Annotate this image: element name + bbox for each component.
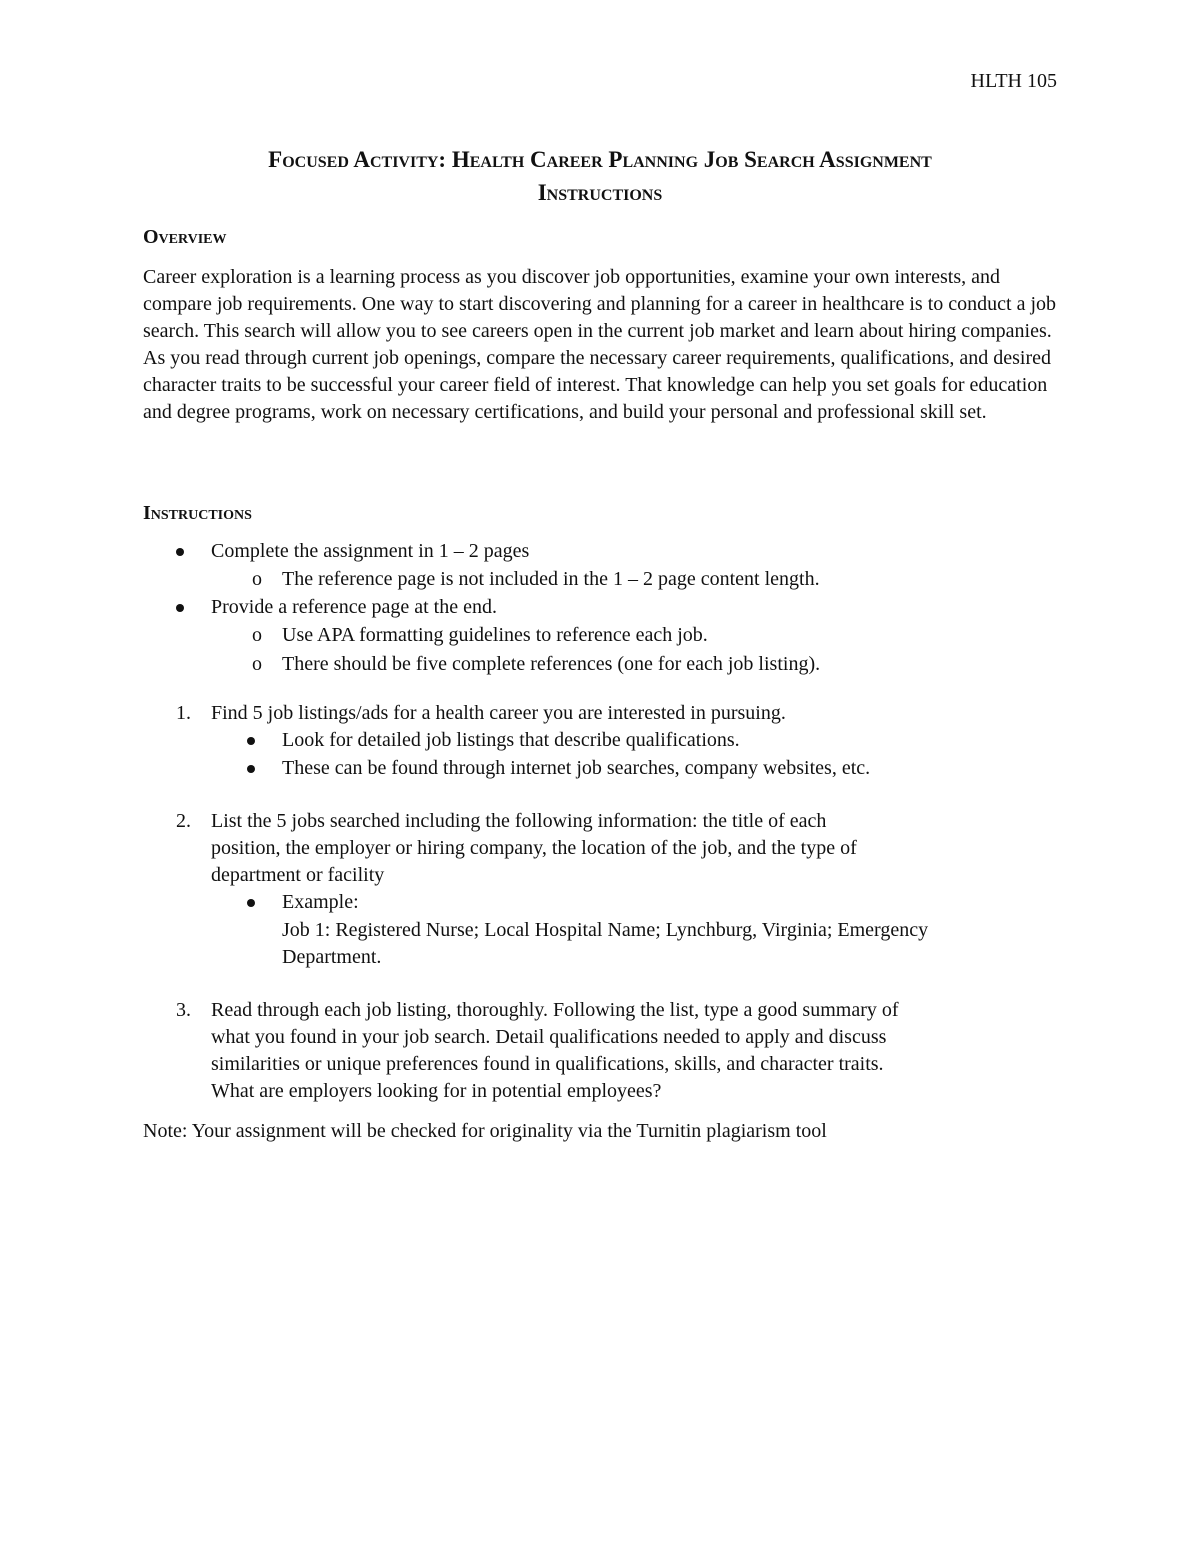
step-line: department or facility bbox=[211, 864, 385, 886]
step-number: 3. bbox=[176, 999, 191, 1021]
bullet-icon bbox=[247, 899, 255, 907]
overview-heading: Overview bbox=[143, 226, 227, 248]
course-code: HLTH 105 bbox=[970, 70, 1057, 92]
sub-bullet-marker: o bbox=[252, 653, 262, 675]
sub-bullet-item: Use APA formatting guidelines to reference each job. bbox=[282, 624, 708, 646]
step-line: What are employers looking for in potential employees? bbox=[211, 1080, 662, 1102]
instructions-heading: Instructions bbox=[143, 502, 252, 524]
step-line: Find 5 job listings/ads for a health career you are interested in pursuing. bbox=[211, 702, 786, 724]
step-number: 1. bbox=[176, 702, 191, 724]
step-line: similarities or unique preferences found in qualifications, skills, and character traits. bbox=[211, 1053, 884, 1075]
step-line: List the 5 jobs searched including the following information: the title of each bbox=[211, 810, 827, 832]
sub-bullet-marker: o bbox=[252, 568, 262, 590]
step-bullet-line: Look for detailed job listings that describe qualifications. bbox=[282, 729, 740, 751]
step-line: position, the employer or hiring company, the location of the job, and the type of bbox=[211, 837, 857, 859]
bullet-icon bbox=[247, 737, 255, 745]
step-number: 2. bbox=[176, 810, 191, 832]
bullet-icon bbox=[176, 548, 184, 556]
step-bullet-line: Example: bbox=[282, 891, 359, 913]
bullet-item-1: Complete the assignment in 1 – 2 pages bbox=[211, 540, 530, 562]
sub-bullet-item: The reference page is not included in the 1 – 2 page content length. bbox=[282, 568, 820, 590]
step-bullet-line: Department. bbox=[282, 946, 382, 968]
page-title bbox=[143, 143, 1057, 209]
step-line: Read through each job listing, thoroughly. Following the list, type a good summary of bbox=[211, 999, 899, 1021]
bullet-item-2: Provide a reference page at the end. bbox=[211, 596, 497, 618]
step-line: what you found in your job search. Detail qualifications needed to apply and discuss bbox=[211, 1026, 887, 1048]
bullet-icon bbox=[176, 604, 184, 612]
bullet-icon bbox=[247, 765, 255, 773]
originality-note: Note: Your assignment will be checked for originality via the Turnitin plagiarism tool bbox=[143, 1120, 827, 1142]
sub-bullet-marker: o bbox=[252, 624, 262, 646]
overview-paragraph: Career exploration is a learning process as you discover job opportunities, examine your own interests, and compare job requirements. One way to start discovering and planning for a career in healthcare is to conduct a job search. This search will allow you to see careers open in the current job market and learn about hiring companies. As you read through current job openings, compare the necessary career requirements, qualifications, and desired character traits to be successful your career field of interest. That knowledge can help you set goals for education and degree programs, work on necessary certifications, and build your personal and professional skill set. bbox=[143, 266, 1056, 423]
title-line-1: Focused Activity: Health Career Planning Job Search Assignment bbox=[268, 147, 932, 172]
title-line-2: Instructions bbox=[537, 180, 663, 205]
step-bullet-line: Job 1: Registered Nurse; Local Hospital Name; Lynchburg, Virginia; Emergency bbox=[282, 919, 929, 941]
sub-bullet-item: There should be five complete references (one for each job listing). bbox=[282, 653, 821, 675]
step-bullet-line: These can be found through internet job searches, company websites, etc. bbox=[282, 757, 871, 779]
